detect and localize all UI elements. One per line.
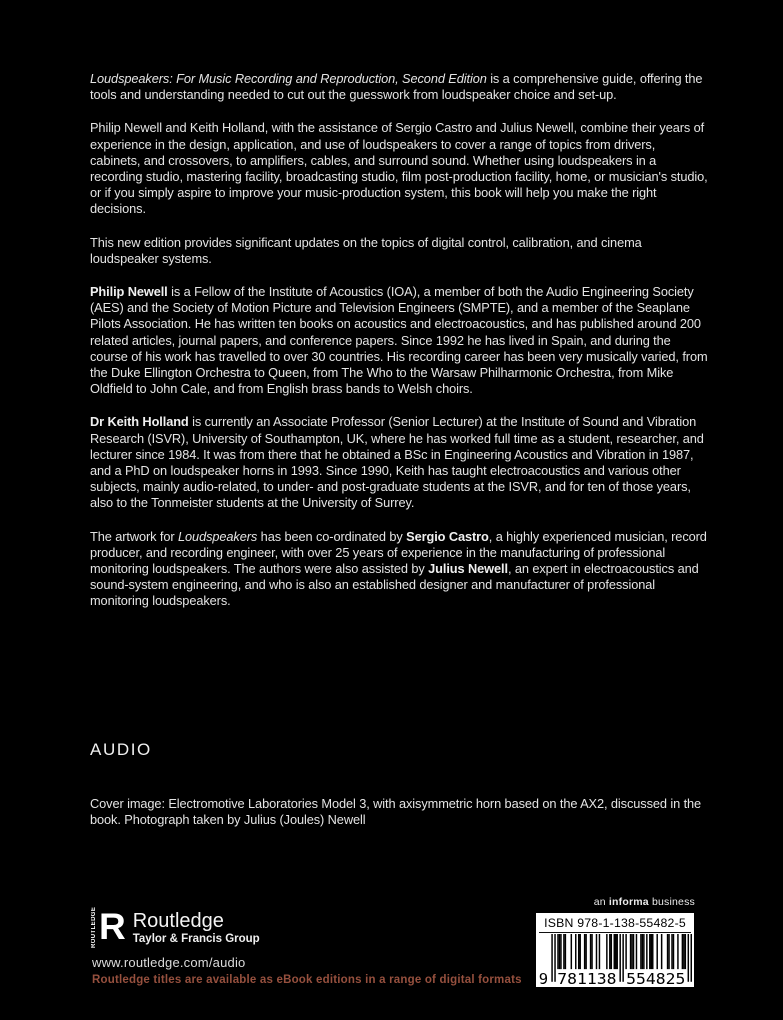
barcode-bar [677, 934, 678, 969]
paragraph [90, 120, 708, 217]
barcode-bar [636, 934, 637, 969]
informa-business-line [594, 896, 695, 908]
barcode-bar [563, 934, 564, 969]
category-label: AUDIO [90, 740, 152, 759]
barcode-digits: 554825 [626, 970, 686, 986]
text-segment-bold: Sergio Castro [406, 528, 489, 544]
text-segment-bold: Julius Newell [428, 561, 508, 577]
isbn-number: ISBN 978-1-138-55482-5 [539, 915, 691, 933]
text-segment-normal: This new edition provides significant updates on the topics of digital control, calibration, and cinema loudspeaker systems. [90, 234, 642, 266]
text-segment-bold: Dr Keith Holland [90, 414, 189, 430]
barcode-bar [661, 934, 662, 969]
barcode-bar [682, 934, 683, 969]
back-cover-text [90, 71, 708, 627]
text-segment-normal: has been co-ordinated by [257, 528, 407, 544]
cover-image-caption: Cover image: Electromotive Laboratories Model 3, with axisymmetric horn based on the AX2, discussed in the book. Photograph taken by Julius (Joules) Newell [90, 796, 702, 828]
barcode-bar [579, 934, 580, 969]
barcode-bar [630, 934, 631, 969]
barcode-bar [633, 934, 634, 969]
barcode-bar [591, 934, 592, 969]
barcode-bar [596, 934, 597, 969]
informa-suffix: business [648, 896, 695, 908]
paragraph [90, 235, 708, 267]
barcode-bar [622, 934, 623, 982]
barcode-bar [615, 934, 616, 969]
barcode-bar [625, 934, 626, 969]
routledge-vertical-text: ROUTLEDGE [91, 907, 97, 948]
text-segment-normal: is a comprehensive guide, offering the tools and understanding needed to cut out the guesswork from loudspeaker choice and set-up. [90, 71, 703, 103]
publisher-name: Routledge [132, 910, 224, 932]
text-segment-italic: Loudspeakers: For Music Recording and Reproduction, Second Edition [90, 71, 487, 86]
paragraph [90, 284, 708, 397]
text-segment-normal: , a highly experienced musician, record producer, and recording engineer, with over 25 years of experience in the manufacturing of professional monitoring loudspeakers. The authors were also assisted by [90, 528, 707, 577]
informa-prefix: an [593, 896, 609, 908]
paragraph [90, 71, 708, 103]
barcode-bar [668, 934, 669, 969]
text-segment-normal: Philip Newell and Keith Holland, with the assistance of Sergio Castro and Julius Newell, combine their years of experience in the design, application, and use of loudspeakers to cover a range of topics from drivers, cabinets, and crossovers, to amplifiers, cables, and surround sound. Whether using loudspeakers in a recording studio, mastering facility, broadcasting studio, film post-production facility, home, or musician's studio, or if you simply aspire to improve your music-production system, this book will help you make the right decisions. [90, 120, 708, 217]
publisher-logo [90, 907, 260, 948]
barcode-bar [631, 934, 632, 969]
barcode-bar [619, 934, 620, 982]
barcode-bar [585, 934, 586, 969]
barcode-bar [571, 934, 572, 969]
ebook-availability-note: Routledge titles are available as eBook editions in a range of digital formats [92, 974, 522, 986]
barcode-bar [609, 934, 610, 969]
isbn-barcode-panel [536, 913, 694, 987]
publisher-names [133, 907, 260, 945]
barcode-bar [640, 934, 641, 969]
barcode-bar [656, 934, 657, 969]
barcode-bar [616, 934, 617, 969]
barcode-bar [642, 934, 643, 969]
barcode-bar [651, 934, 652, 969]
barcode-bar [560, 934, 561, 969]
barcode-digits: 781138 [557, 970, 617, 986]
barcode-bar [611, 934, 612, 969]
text-segment-normal: is currently an Associate Professor (Senior Lecturer) at the Institute of Sound and Vibration Research (ISVR), University of Southampton, UK, where he has worked full time as a student, researcher, and lecturer since 1984. It was from there that he obtained a BSc in Engineering Acoustics and Vibration in 1987, and a PhD on loudspeaker horns in 1993. Since 1990, Keith has taught electroacoustics and various other subjects, mainly audio-related, to under- and post-graduate students at the ISVR, and for ten of those years, also to the Tonmeister students at the University of Surrey. [90, 414, 704, 511]
barcode-bar [606, 934, 607, 969]
paragraph [90, 414, 708, 511]
text-segment-normal: The artwork for [90, 528, 179, 544]
barcode-bar [554, 934, 555, 982]
barcode-bar [673, 934, 674, 969]
barcode-bar [590, 934, 591, 969]
barcode-bar [671, 934, 672, 969]
barcode-bar [691, 934, 692, 982]
publisher-website: www.routledge.com/audio [92, 955, 246, 970]
barcode-bar [685, 934, 686, 969]
barcode-bar [688, 934, 689, 982]
barcode-bar [599, 934, 600, 969]
barcode-bar [557, 934, 558, 969]
text-segment-normal: is a Fellow of the Institute of Acoustics (IOA), a member of both the Audio Engineering Society (AES) and the Society of Motion Picture and Television Engineers (SMPTE), and a member of the Seaplane Pilots Association. He has written ten books on acoustics and electroacoustics, and has published around 200 related articles, journal papers, and conference papers. Since 1992 he has lived in Spain, and during the course of his work has travelled to over 30 countries. His recording career has been very musically varied, from the Duke Ellington Orchestra to Queen, from The Who to the Warsaw Philharmonic Orchestra, from Mike Oldfield to John Cale, and from English brass bands to Welsh choirs. [90, 284, 708, 397]
routledge-r-glyph: R [99, 906, 126, 947]
barcode-bar [652, 934, 653, 969]
text-segment-normal: , an expert in electroacoustics and sound-system engineering, and who is also an established designer and manufacturer of professional monitoring loudspeakers. [90, 561, 699, 609]
barcode-bar [578, 934, 579, 969]
barcode-digits: 9 [538, 970, 549, 986]
barcode-bar [643, 934, 644, 969]
informa-wordmark: informa [608, 896, 649, 908]
barcode-bar [565, 934, 566, 969]
barcode-bar [667, 934, 668, 969]
text-segment-bold: Philip Newell [90, 284, 168, 300]
barcode-bar [646, 934, 647, 969]
barcode-bar [683, 934, 684, 969]
barcode-bar [551, 934, 552, 982]
barcode-bar [649, 934, 650, 969]
routledge-logo-icon [90, 907, 126, 948]
barcode-bar [575, 934, 576, 969]
publisher-group-name: Taylor & Francis Group [132, 933, 260, 945]
paragraph [90, 529, 708, 610]
barcode-bar [559, 934, 560, 969]
text-segment-italic: Loudspeakers [178, 528, 258, 544]
barcode-bar [584, 934, 585, 969]
barcode-bar [614, 934, 615, 969]
ean13-barcode [538, 934, 692, 986]
